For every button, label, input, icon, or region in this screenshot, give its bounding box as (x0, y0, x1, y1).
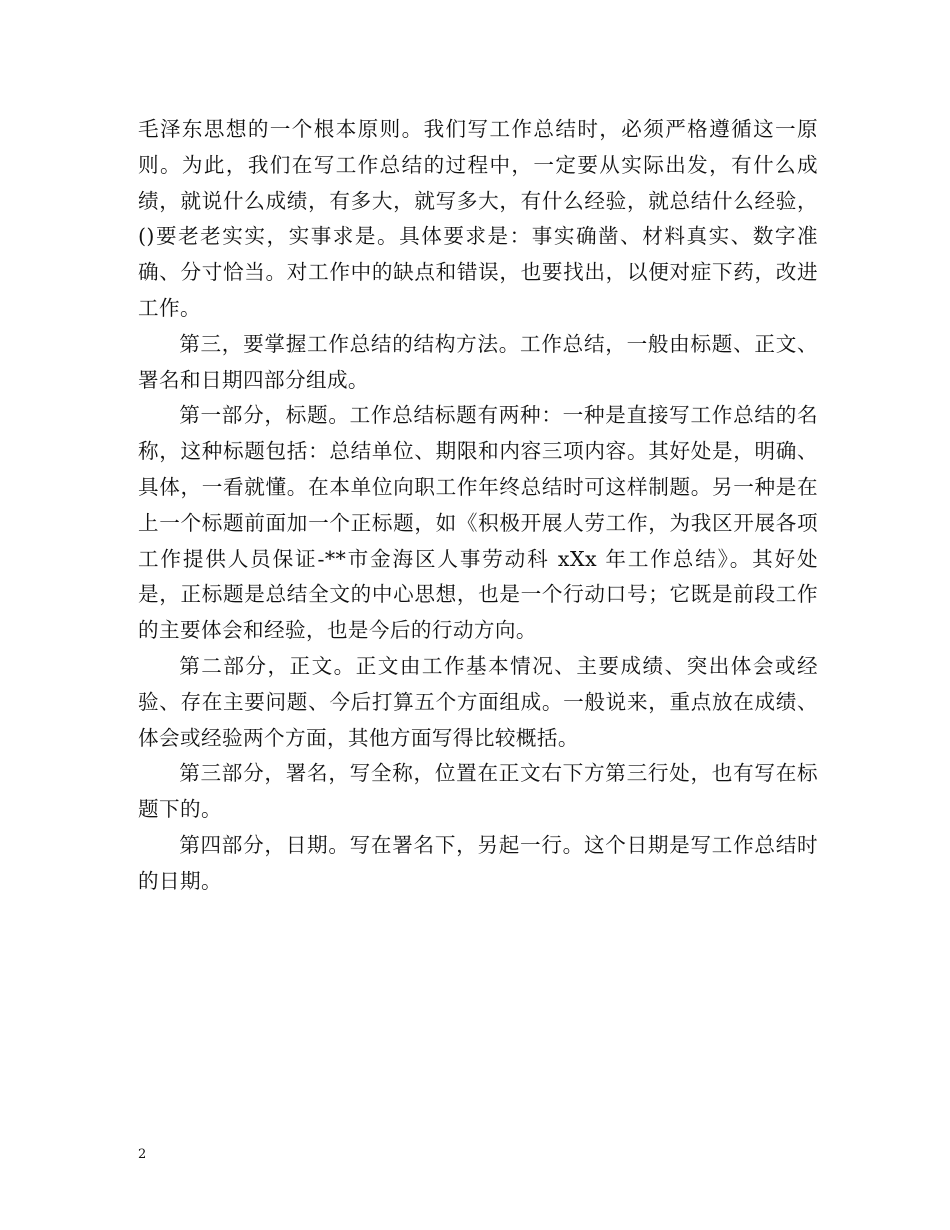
paragraph-3: 第一部分，标题。工作总结标题有两种：一种是直接写工作总结的名称，这种标题包括：总结单位、期限和内容三项内容。其好处是，明确、具体，一看就懂。在本单位向职工作年终总结时可这样制题。另一种是在上一个标题前面加一个正标题，如《积极开展人劳工作，为我区开展各项工作提供人员保证-**市金海区人事劳动科 xXx 年工作总结》。其好处是，正标题是总结全文的中心思想，也是一个行动口号；它既是前段工作的主要体会和经验，也是今后的行动方向。 (138, 403, 818, 643)
paragraph-5: 第三部分，署名，写全称，位置在正文右下方第三行处，也有写在标题下的。 (138, 761, 818, 822)
document-body (138, 112, 818, 900)
paragraph-2: 第三，要掌握工作总结的结构方法。工作总结，一般由标题、正文、署名和日期四部分组成。 (138, 331, 818, 392)
paragraph-6: 第四部分，日期。写在署名下，另起一行。这个日期是写工作总结时的日期。 (138, 832, 818, 893)
page-number: 2 (138, 1147, 147, 1162)
paragraph-4: 第二部分，正文。正文由工作基本情况、主要成绩、突出体会或经验、存在主要问题、今后打算五个方面组成。一般说来，重点放在成绩、体会或经验两个方面，其他方面写得比较概括。 (138, 653, 818, 750)
paragraph-1: 毛泽东思想的一个根本原则。我们写工作总结时，必须严格遵循这一原则。为此，我们在写工作总结的过程中，一定要从实际出发，有什么成绩，就说什么成绩，有多大，就写多大，有什么经验，就总结什么经验，()要老老实实，实事求是。具体要求是：事实确凿、材料真实、数字准确、分寸恰当。对工作中的缺点和错误，也要找出，以便对症下药，改进工作。 (138, 117, 818, 320)
